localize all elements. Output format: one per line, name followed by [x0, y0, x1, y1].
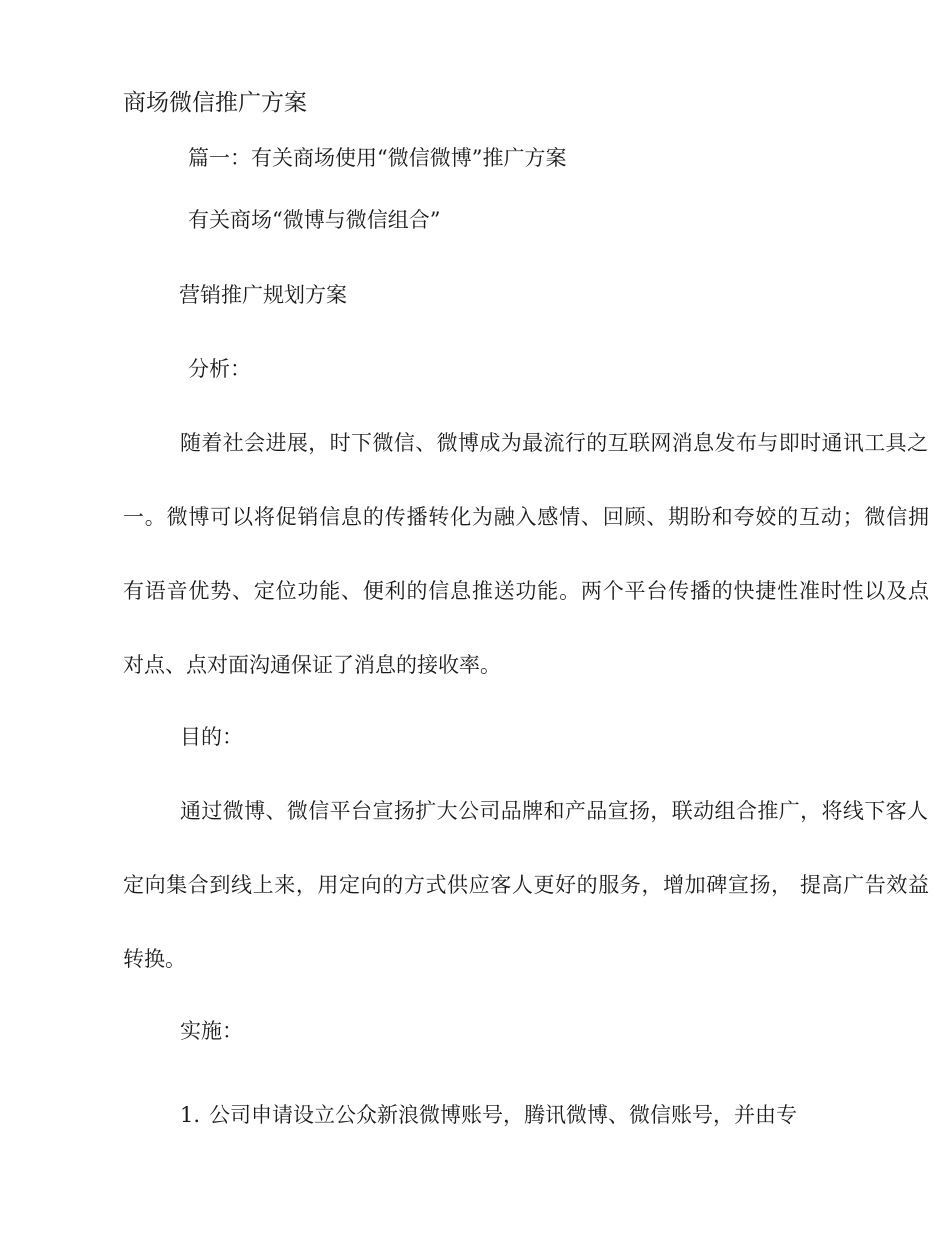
implementation-label: 实施：	[180, 1019, 243, 1043]
analysis-line-3: 有语音优势、定位功能、便利的信息推送功能。两个平台传播的快捷性准时性以及点	[123, 579, 929, 603]
purpose-label: 目的：	[180, 725, 243, 749]
document-title: 商场微信推广方案	[123, 90, 307, 116]
purpose-line-2: 定向集合到线上来，用定向的方式供应客人更好的服务，增加碑宣扬， 提高广告效益	[123, 873, 929, 897]
section-heading: 篇一：有关商场使用“微信微博”推广方案	[188, 146, 567, 170]
subheading-combo: 有关商场“微博与微信组合”	[188, 208, 441, 232]
analysis-line-1: 随着社会进展，时下微信、微博成为最流行的互联网消息发布与即时通讯工具之	[180, 431, 928, 455]
subheading-plan: 营销推广规划方案	[179, 283, 347, 307]
analysis-line-2: 一。微博可以将促销信息的传播转化为融入感情、回顾、期盼和夸姣的互动；微信拥	[123, 505, 929, 529]
implementation-item-text: 公司申请设立公众新浪微博账号，腾讯微博、微信账号，并由专	[209, 1103, 797, 1127]
analysis-label: 分析：	[188, 357, 251, 381]
purpose-line-3: 转换。	[123, 947, 186, 971]
purpose-line-1: 通过微博、微信平台宣扬扩大公司品牌和产品宣扬，联动组合推广，将线下客人	[180, 799, 928, 823]
analysis-line-4: 对点、点对面沟通保证了消息的接收率。	[123, 653, 501, 677]
implementation-item-number: 1.	[180, 1103, 201, 1127]
